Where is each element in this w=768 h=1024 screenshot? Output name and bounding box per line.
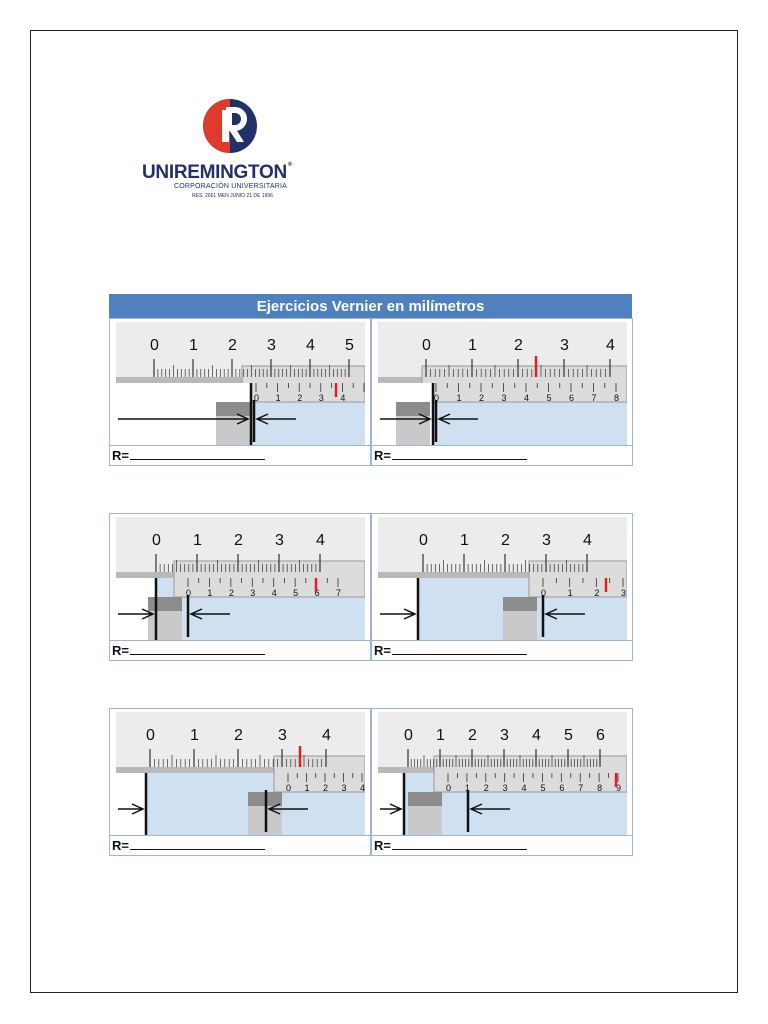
main-scale-label: 4 bbox=[583, 532, 592, 549]
vernier-exercise-2 bbox=[371, 318, 633, 466]
main-scale-label: 4 bbox=[322, 727, 331, 744]
main-scale-label: 0 bbox=[419, 532, 428, 549]
vernier-label: 2 bbox=[228, 588, 234, 598]
sliding-jaw-top bbox=[396, 402, 430, 416]
sliding-jaw-top bbox=[148, 597, 182, 611]
vernier-label: 8 bbox=[614, 393, 620, 403]
vernier-label: 7 bbox=[336, 588, 342, 598]
vernier-label: 3 bbox=[250, 588, 256, 598]
vernier-label: 4 bbox=[521, 783, 527, 793]
main-scale-label: 2 bbox=[234, 727, 243, 744]
uniremington-logo bbox=[142, 95, 332, 205]
vernier-label: 2 bbox=[483, 783, 489, 793]
vernier-label: 4 bbox=[340, 393, 346, 403]
main-scale-label: 0 bbox=[422, 337, 431, 354]
main-scale-label: 1 bbox=[190, 727, 199, 744]
vernier-image bbox=[378, 712, 627, 835]
vernier-label: 2 bbox=[297, 393, 303, 403]
vernier-label: 0 bbox=[446, 783, 452, 793]
main-scale-label: 4 bbox=[306, 337, 315, 354]
vernier-label: 2 bbox=[594, 588, 600, 598]
vernier-label: 1 bbox=[207, 588, 213, 598]
main-scale-label: 5 bbox=[345, 337, 354, 354]
main-scale-label: 4 bbox=[606, 337, 615, 354]
vernier-label: 0 bbox=[186, 588, 192, 598]
vernier-label: 5 bbox=[546, 393, 552, 403]
logo-brand-name: UNIREMINGTON® bbox=[142, 162, 293, 183]
answer-field: R= bbox=[110, 835, 370, 855]
answer-field: R= bbox=[372, 445, 632, 465]
sliding-jaw-top bbox=[408, 792, 442, 806]
main-scale-label: 3 bbox=[275, 532, 284, 549]
vernier-label: 3 bbox=[501, 393, 507, 403]
vernier-label: 6 bbox=[569, 393, 575, 403]
main-scale-label: 0 bbox=[146, 727, 155, 744]
vernier-label: 2 bbox=[323, 783, 329, 793]
vernier-label: 5 bbox=[293, 588, 299, 598]
main-scale-label: 1 bbox=[193, 532, 202, 549]
main-scale-label: 4 bbox=[316, 532, 325, 549]
vernier-image bbox=[116, 322, 365, 445]
vernier-exercise-1 bbox=[109, 318, 371, 466]
vernier-label: 1 bbox=[304, 783, 310, 793]
vernier-image bbox=[116, 517, 365, 640]
sliding-jaw-top bbox=[503, 597, 537, 611]
vernier-image bbox=[116, 712, 365, 835]
measured-gap bbox=[116, 773, 146, 835]
vernier-label: 3 bbox=[318, 393, 324, 403]
vernier-label: 5 bbox=[540, 783, 546, 793]
main-scale-label: 1 bbox=[436, 727, 445, 744]
vernier-image bbox=[378, 517, 627, 640]
main-scale-label: 1 bbox=[189, 337, 198, 354]
vernier-label: 4 bbox=[271, 588, 277, 598]
logo-subtitle: CORPORACIÓN UNIVERSITARIA bbox=[174, 183, 287, 190]
main-scale-label: 3 bbox=[560, 337, 569, 354]
vernier-exercise-3 bbox=[109, 513, 371, 661]
main-scale-label: 2 bbox=[468, 727, 477, 744]
main-scale-label: 5 bbox=[564, 727, 573, 744]
vernier-label: 7 bbox=[591, 393, 597, 403]
measured-gap bbox=[378, 578, 418, 640]
main-scale-label: 3 bbox=[542, 532, 551, 549]
vernier-slider bbox=[242, 366, 365, 402]
vernier-label: 3 bbox=[341, 783, 347, 793]
main-scale-label: 1 bbox=[460, 532, 469, 549]
vernier-label: 9 bbox=[616, 783, 622, 793]
answer-field: R= bbox=[110, 640, 370, 660]
vernier-label: 3 bbox=[621, 588, 627, 598]
vernier-label: 4 bbox=[360, 783, 365, 793]
vernier-exercise-5 bbox=[109, 708, 371, 856]
answer-field: R= bbox=[110, 445, 370, 465]
answer-field: R= bbox=[372, 640, 632, 660]
main-scale-label: 3 bbox=[500, 727, 509, 744]
main-scale-label: 0 bbox=[150, 337, 159, 354]
main-scale-label: 2 bbox=[501, 532, 510, 549]
main-scale-label: 2 bbox=[234, 532, 243, 549]
vernier-label: 4 bbox=[524, 393, 530, 403]
vernier-label: 0 bbox=[434, 393, 440, 403]
logo-r-icon bbox=[142, 95, 332, 161]
vernier-exercise-6 bbox=[371, 708, 633, 856]
vernier-label: 7 bbox=[578, 783, 584, 793]
vernier-exercise-4 bbox=[371, 513, 633, 661]
main-scale-label: 0 bbox=[404, 727, 413, 744]
main-scale-label: 2 bbox=[514, 337, 523, 354]
main-scale-label: 4 bbox=[532, 727, 541, 744]
main-scale-label: 6 bbox=[596, 727, 605, 744]
logo-resolution: RES. 2661 MEN JUNIO 21 DE 1996 bbox=[192, 193, 273, 199]
main-scale-label: 0 bbox=[152, 532, 161, 549]
main-scale-label: 3 bbox=[267, 337, 276, 354]
vernier-label: 3 bbox=[502, 783, 508, 793]
vernier-label: 6 bbox=[314, 588, 320, 598]
main-scale-label: 1 bbox=[468, 337, 477, 354]
vernier-label: 0 bbox=[254, 393, 260, 403]
vernier-label: 0 bbox=[541, 588, 547, 598]
vernier-label: 2 bbox=[479, 393, 485, 403]
main-scale-label: 3 bbox=[278, 727, 287, 744]
vernier-image bbox=[378, 322, 627, 445]
vernier-label: 1 bbox=[456, 393, 462, 403]
main-scale-label: 2 bbox=[228, 337, 237, 354]
sliding-jaw-top bbox=[216, 402, 250, 416]
table-title: Ejercicios Vernier en milímetros bbox=[109, 294, 632, 318]
vernier-label: 0 bbox=[286, 783, 292, 793]
vernier-label: 1 bbox=[567, 588, 573, 598]
vernier-label: 1 bbox=[275, 393, 281, 403]
vernier-label: 1 bbox=[464, 783, 470, 793]
vernier-label: 8 bbox=[597, 783, 603, 793]
answer-field: R= bbox=[372, 835, 632, 855]
vernier-label: 6 bbox=[559, 783, 565, 793]
